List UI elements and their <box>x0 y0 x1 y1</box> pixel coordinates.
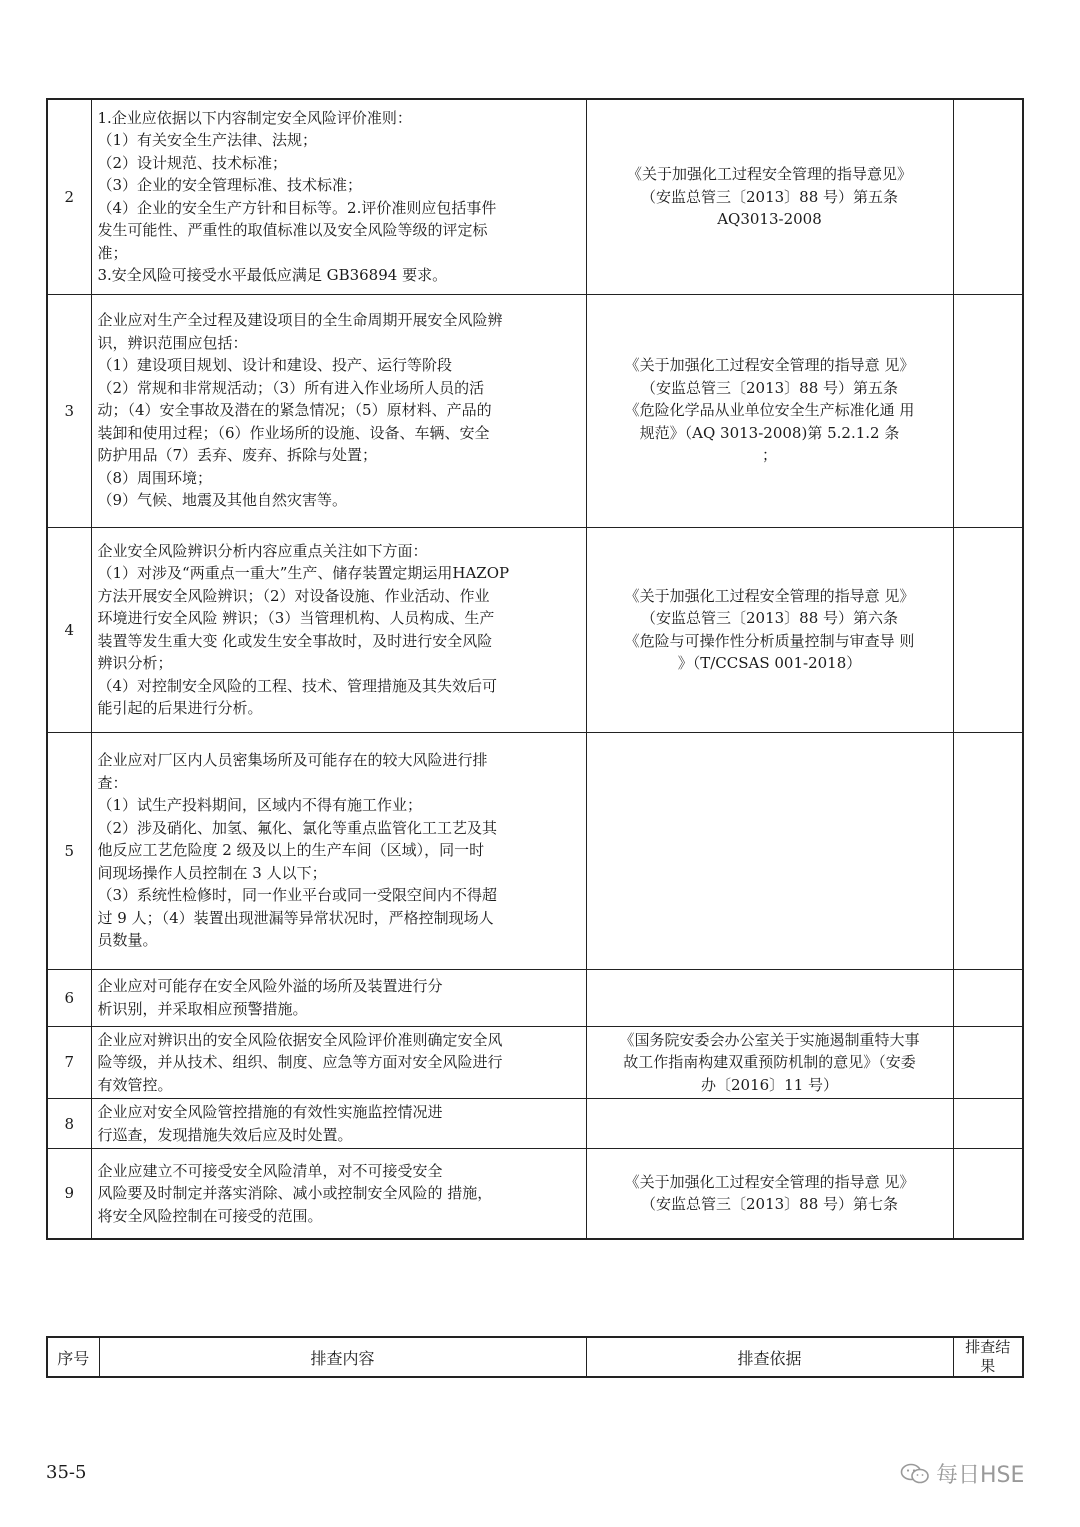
basis-line: 《关于加强化工过程安全管理的指导意见》 <box>626 165 912 183</box>
content-line: 动；（4）安全事故及潜在的紧急情况；（5）原材料、产品的 <box>97 401 492 420</box>
content-line: 1.企业应依据以下内容制定安全风险评价准则： <box>97 108 412 127</box>
row-number: 9 <box>47 1149 91 1239</box>
content-line: 企业应建立不可接受安全风险清单，对不可接受安全 <box>97 1161 443 1180</box>
content-line: 险等级，并从技术、组织、制度、应急等方面对安全风险进行 <box>97 1053 503 1071</box>
content-line: （8）周围环境； <box>97 468 213 487</box>
content-line: 准； <box>97 243 128 262</box>
row-result[interactable] <box>953 99 1023 294</box>
content-line: （2）常规和非常规活动；（3）所有进入作业场所人员的活 <box>97 378 485 397</box>
table-row <box>47 99 1023 294</box>
content-line: 行巡查，发现措施失效后应及时处置。 <box>97 1125 353 1144</box>
content-line: 企业安全风险辨识分析内容应重点关注如下方面： <box>97 541 428 560</box>
content-line: 析识别，并采取相应预警措施。 <box>97 999 308 1018</box>
row-basis <box>586 969 953 1026</box>
basis-line: （安监总管三〔2013〕88 号）第五条 <box>640 378 899 397</box>
basis-line: 《关于加强化工过程安全管理的指导意 见》 <box>624 356 915 375</box>
row-number: 4 <box>47 527 91 732</box>
content-line: 查： <box>97 773 128 792</box>
row-content <box>91 969 586 1026</box>
content-line: 有效管控。 <box>97 1075 173 1094</box>
basis-line: 规范》（AQ 3013-2008)第 5.2.1.2 条 <box>639 423 900 442</box>
content-line: （1）建设项目规划、设计和建设、投产、运行等阶段 <box>97 356 453 375</box>
content-line: 企业应对厂区内人员密集场所及可能存在的较大风险进行排 <box>97 751 488 770</box>
row-basis <box>586 1026 953 1099</box>
header-result-line2: 果 <box>980 1357 996 1375</box>
table-row <box>47 1149 1023 1239</box>
row-number: 7 <box>47 1026 91 1099</box>
checklist-rows <box>47 99 1023 1239</box>
checklist-table <box>46 98 1024 1240</box>
content-line: 风险要及时制定并落实消除、减小或控制安全风险的 措施， <box>97 1184 493 1202</box>
watermark <box>900 1458 1024 1489</box>
content-line: 防护用品（7）丢弃、废弃、拆除与处置； <box>97 446 378 465</box>
content-line: 装置等发生重大变 化或发生安全事故时，及时进行安全风险 <box>97 631 493 650</box>
table-row <box>47 1026 1023 1099</box>
content-line: 企业应对安全风险管控措施的有效性实施监控情况进 <box>97 1103 443 1121</box>
table-row <box>47 1099 1023 1149</box>
row-number: 5 <box>47 732 91 969</box>
row-number: 6 <box>47 969 91 1026</box>
basis-line: 《危险与可操作性分析质量控制与审查导 则 <box>624 631 915 650</box>
basis-line: （安监总管三〔2013〕88 号）第七条 <box>640 1195 899 1214</box>
table-header <box>46 1336 1024 1378</box>
content-line: （4）对控制安全风险的工程、技术、管理措施及其失效后可 <box>97 676 498 695</box>
content-line: （1）试生产投料期间，区域内不得有施工作业； <box>97 796 423 815</box>
row-content <box>91 1099 586 1149</box>
row-result[interactable] <box>953 294 1023 527</box>
row-result[interactable] <box>953 1026 1023 1099</box>
content-line: 间现场操作人员控制在 3 人以下； <box>97 863 327 882</box>
content-line: 过 9 人；（4）装置出现泄漏等异常状况时，严格控制现场人 <box>97 908 494 927</box>
row-basis <box>586 294 953 527</box>
content-line: 装卸和使用过程；（6）作业场所的设施、设备、车辆、安全 <box>97 423 490 442</box>
content-line: （4）企业的安全生产方针和目标等。2.评价准则应包括事件 <box>97 198 497 217</box>
content-line: 环境进行安全风险 辨识；（3）当管理机构、人员构成、生产 <box>97 609 495 627</box>
wechat-icon <box>900 1463 930 1485</box>
row-result[interactable] <box>953 1099 1023 1149</box>
row-result[interactable] <box>953 732 1023 969</box>
row-basis <box>586 99 953 294</box>
basis-line: 《危险化学品从业单位安全生产标准化通 用 <box>624 401 915 420</box>
row-basis <box>586 732 953 969</box>
row-basis <box>586 1149 953 1239</box>
row-number: 2 <box>47 99 91 294</box>
content-line: 企业应对生产全过程及建设项目的全生命周期开展安全风险辨 <box>97 311 503 330</box>
table-row <box>47 527 1023 732</box>
row-number: 3 <box>47 294 91 527</box>
content-line: （1）有关安全生产法律、法规； <box>97 131 318 150</box>
header-result-line1: 排查结 <box>965 1338 1011 1356</box>
basis-line: 》（T/CCSAS 001-2018） <box>677 654 862 672</box>
header-row <box>47 1337 1023 1377</box>
content-line: （2）涉及硝化、加氢、氟化、氯化等重点监管化工工艺及其 <box>97 818 498 837</box>
content-line: 企业应对可能存在安全风险外溢的场所及装置进行分 <box>97 977 443 995</box>
content-line: 3.安全风险可接受水平最低应满足 GB36894 要求。 <box>97 266 448 285</box>
content-line: 他反应工艺危险度 2 级及以上的生产车间（区域），同一时 <box>97 841 485 860</box>
watermark-text: 每日HSE <box>936 1463 1025 1488</box>
row-content <box>91 294 586 527</box>
basis-line: 《关于加强化工过程安全管理的指导意 见》 <box>624 586 915 605</box>
basis-line: ； <box>761 446 777 465</box>
header-no: 序号 <box>47 1337 99 1377</box>
row-content <box>91 1026 586 1099</box>
content-line: 企业应对辨识出的安全风险依据安全风险评价准则确定安全风 <box>97 1030 503 1049</box>
content-line: （3）企业的安全管理标准、技术标准； <box>97 176 363 195</box>
header-result <box>953 1337 1023 1377</box>
header-basis: 排查依据 <box>586 1337 953 1377</box>
row-basis <box>586 527 953 732</box>
row-result[interactable] <box>953 1149 1023 1239</box>
content-line: 员数量。 <box>97 931 158 950</box>
basis-line: 《国务院安委会办公室关于实施遏制重特大事 <box>619 1030 920 1049</box>
row-number: 8 <box>47 1099 91 1149</box>
row-content <box>91 99 586 294</box>
table-row <box>47 969 1023 1026</box>
basis-line: （安监总管三〔2013〕88 号）第五条 <box>640 187 899 206</box>
basis-line: AQ3013-2008 <box>717 210 822 228</box>
content-line: 辨识分析； <box>97 654 173 672</box>
content-line: （1）对涉及“两重点一重大”生产、储存装置定期运用HAZOP <box>97 564 510 582</box>
content-line: （3）系统性检修时，同一作业平台或同一受限空间内不得超 <box>97 886 498 905</box>
content-line: 能引起的后果进行分析。 <box>97 699 263 717</box>
row-basis <box>586 1099 953 1149</box>
header-content: 排查内容 <box>99 1337 586 1377</box>
content-line: （9）气候、地震及其他自然灾害等。 <box>97 491 348 510</box>
content-line: 发生可能性、严重性的取值标准以及安全风险等级的评定标 <box>97 221 488 240</box>
basis-line: 办〔2016〕11 号） <box>700 1075 839 1094</box>
row-content <box>91 1149 586 1239</box>
row-result[interactable] <box>953 527 1023 732</box>
content-line: 识，辨识范围应包括： <box>97 333 248 352</box>
page-number: 35-5 <box>46 1462 87 1483</box>
row-result[interactable] <box>953 969 1023 1026</box>
content-line: 方法开展安全风险辨识；（2）对设备设施、作业活动、作业 <box>97 586 490 605</box>
content-line: （2）设计规范、技术标准； <box>97 153 288 172</box>
basis-line: （安监总管三〔2013〕88 号）第六条 <box>640 609 899 627</box>
basis-line: 故工作指南构建双重预防机制的意见》（安委 <box>623 1053 916 1071</box>
content-line: 将安全风险控制在可接受的范围。 <box>97 1206 323 1225</box>
row-content <box>91 732 586 969</box>
table-row <box>47 732 1023 969</box>
row-content <box>91 527 586 732</box>
basis-line: 《关于加强化工过程安全管理的指导意 见》 <box>624 1172 915 1191</box>
table-row <box>47 294 1023 527</box>
